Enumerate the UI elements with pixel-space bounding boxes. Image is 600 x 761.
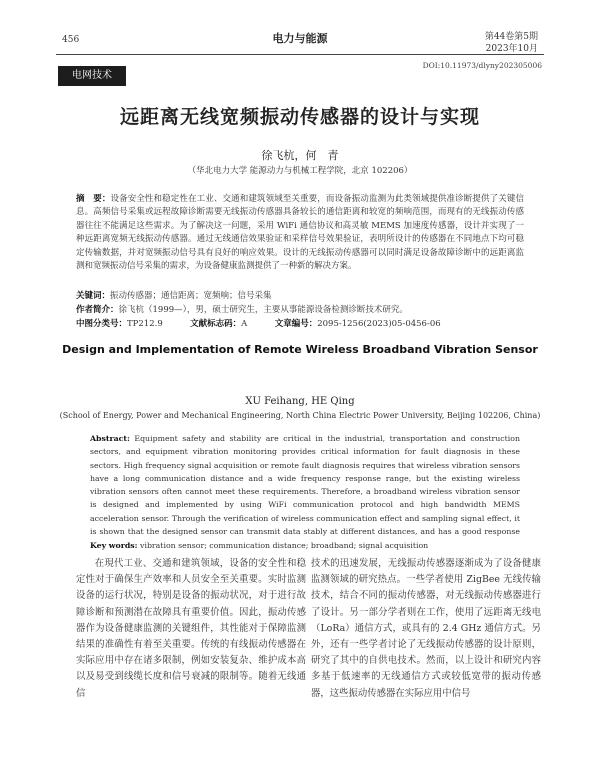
volume-issue: 第44卷第5期 [484,32,538,42]
body-column-right: 技术的迅速发展，无线振动传感器逐渐成为了设备健康监测领域的研究热点。一些学者使用 ZigBee 无线传输技术，结合不同的振动传感器，对无线振动传感器进行了设计。另一部分学者则在工作，使用了远距离无线电（LoRa）通信方式，或具有的 2.4 GHz 通信方式。另外，还有一些学者讨论了无线振动传感器的设计原则，研究了其中的自供电技术。然而，以上设计和研究内容多基于低速率的无线通信方式或较低宽带的振动传感器，这些振动传感器在实际应用中信号 [311,558,541,699]
article-no-value: 2095-1256(2023)05-0456-06 [317,319,441,329]
clc-value: TP212.9 [127,319,163,329]
article-no-label: 文章编号： [274,319,318,329]
authors-en: XU Feihang, HE Qing [245,396,355,407]
header-rule [56,54,544,55]
abstract-text-cn: 设备安全性和稳定性在工业、交通和建筑领域至关重要，而设备振动监测为此类领域提供准诊断提供了关键信息。高频信号采集或远程故障诊断需要无线振动传感器具备较长的通信距离和较宽的频响范围，而现有的无线振动传感器往往不能满足这些需求。为了解决这一问题，采用 WiFi 通信协议和高灵敏 MEMS 加速度传感器，设计并实现了一种远距离宽频无线振动传感器。通过无线通信效果验证和采样信号效果验证，表明所设计的传感器在不同地点下均可稳定传输数据，并对宽频振动信号具有良好的响应效果。设计的无线振动传感器可以同时满足设备故障诊断中的远距离监测和宽频振动信号采集的需求，为设备健康监测提供了一种新的解决方案。 [76,194,524,272]
author-info [76,304,408,317]
doi[interactable]: DOI:10.11973/dlyny202305006 [422,61,542,70]
author-info-label: 作者简介： [76,305,119,315]
abstract-label-cn: 摘 要： [76,194,111,204]
body-column-left: 在現代工业、交通和建筑领域，设备的安全性和稳定性对于确保生产效率和人员安全至关重要。实时监测设备的运行状况，特别是设备的振动状况，对于进行故障诊断和预测潜在故障具有重要价值。因此，振动传感器作为设备健康监测的关键组件，其性能对于保障监测结果的准确性有着至关重要。传统的有线振动传感器在实际应用中存在诸多限制，例如安装复杂、维护成本高以及易受到线缆长度和信号衰减的限制等。随着无线通信 [76,558,306,699]
keywords-label-cn: 关键词： [76,291,111,301]
abstract-cn [76,193,524,285]
abstract-en [90,432,520,539]
abstract-label-en: Abstract: [90,434,130,443]
article-title-en: Design and Implementation of Remote Wireless Broadband Vibration Sensor [62,343,538,356]
section-badge: 电网技术 [58,66,126,86]
issue-date: 2023年10月 [485,44,538,54]
doc-code-label: 文献标志码： [190,319,242,329]
keywords-cn [76,290,272,303]
authors-cn: 徐飞杭，何 青 [261,149,339,162]
classification-line [76,318,524,331]
keywords-label-en: Key words: [90,541,138,550]
clc-label: 中图分类号： [76,319,128,329]
affiliation-cn: （华北电力大学 能源动力与机械工程学院，北京 102206） [187,166,413,176]
affiliation-en: (School of Energy, Power and Mechanical Engineering, North China Electric Power University, Beijing 102206, China) [59,411,541,420]
author-info-text: 徐飞杭（1999—），男，硕士研究生，主要从事能源设备检测诊断技术研究。 [118,305,408,315]
page-number: 456 [62,35,80,45]
keywords-en [90,539,520,552]
journal-name: 电力与能源 [272,32,328,45]
keywords-text-en: vibration sensor; communication distance; broadband; signal acquisition [140,541,429,550]
doc-code-value: A [241,319,248,329]
article-title-cn: 远距离无线宽频振动传感器的设计与实现 [119,106,480,128]
keywords-text-cn: 振动传感器；通信距离；宽频响；信号采集 [110,291,272,301]
abstract-text-en: Equipment safety and stability are critical in the industrial, transportation and construction sectors, and equipment vibration monitoring provides critical information for fault diagnosis in these sectors. High frequency signal acquisition or remote fault diagnosis requires that wireless vibration sensors have a long communication distance and a wide frequency response range, but the existing wireless vibration sensors often cannot meet these requirements. Therefore, a broadband wireless vibration sensor is designed and implemented by using WiFi communication protocol and high bandwidth MEMS acceleration sensor. Through the verification of wireless communication effect and sampling signal effect, it is shown that the designed sensor can transmit data stably at different distances, and has a good response [90,434,520,537]
